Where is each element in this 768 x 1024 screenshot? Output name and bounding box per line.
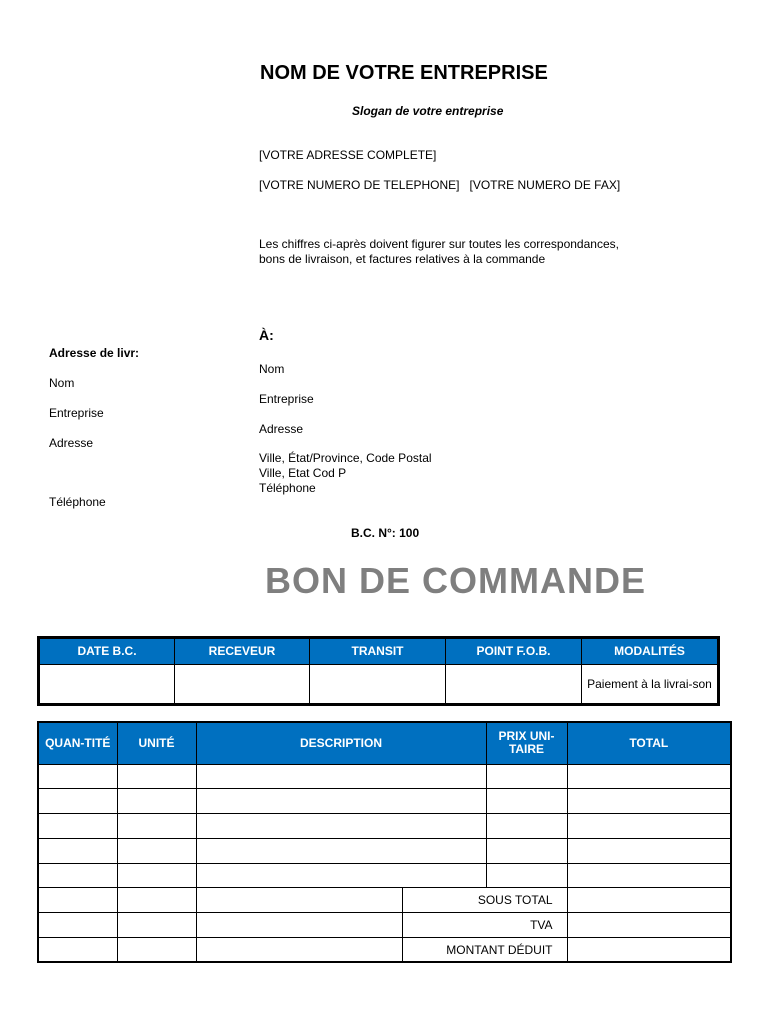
header-terms: MODALITÉS [582,638,719,665]
shipping-company: Entreprise [49,406,104,420]
company-phone: [VOTRE NUMERO DE TELEPHONE] [259,178,460,192]
table-cell [567,838,731,863]
order-terms-header-row [39,638,719,665]
table-cell [486,764,567,789]
table-cell [38,888,117,913]
reference-notice [259,237,619,267]
deducted-amount-row [38,938,731,963]
deducted-amount-label: MONTANT DÉDUIT [402,938,567,963]
value-transit [310,665,446,705]
recipient-city-line-1: Ville, État/Province, Code Postal [259,451,432,465]
table-row [38,863,731,888]
recipient-company: Entreprise [259,392,314,406]
table-cell [196,764,486,789]
recipient-label: À: [259,327,274,343]
company-slogan: Slogan de votre entreprise [352,104,504,118]
order-terms-value-row [39,665,719,705]
subtotal-value [567,888,731,913]
deducted-amount-value [567,938,731,963]
table-cell [38,789,117,814]
document-title: BON DE COMMANDE [265,560,646,601]
table-cell [196,863,486,888]
shipping-phone: Téléphone [49,495,106,509]
table-cell [38,764,117,789]
value-order-date [39,665,175,705]
table-cell [38,938,117,963]
table-cell [196,838,486,863]
table-cell [117,938,196,963]
header-description: DESCRIPTION [196,722,486,764]
table-row [38,789,731,814]
table-cell [567,863,731,888]
recipient-city-line-2: Ville, Etat Cod P [259,466,347,480]
table-cell [196,888,402,913]
subtotal-row [38,888,731,913]
header-fob-point: POINT F.O.B. [446,638,582,665]
table-row [38,814,731,839]
table-cell [38,863,117,888]
shipping-address: Adresse [49,436,94,450]
header-quantity: QUAN-TITÉ [38,722,117,764]
tax-label: TVA [402,913,567,938]
shipping-name: Nom [49,376,75,390]
table-cell [567,789,731,814]
company-name: NOM DE VOTRE ENTREPRISE [260,62,548,84]
company-fax: [VOTRE NUMERO DE FAX] [469,178,621,192]
table-cell [117,888,196,913]
table-cell [486,789,567,814]
table-cell [567,764,731,789]
table-row [38,838,731,863]
table-cell [38,913,117,938]
tax-value [567,913,731,938]
header-transit: TRANSIT [310,638,446,665]
table-cell [486,863,567,888]
tax-row [38,913,731,938]
reference-notice-line-1: Les chiffres ci-après doivent figurer sur toutes les correspondances, [259,237,619,251]
recipient-phone: Téléphone [259,481,316,495]
header-order-date: DATE B.C. [39,638,175,665]
table-cell [117,863,196,888]
table-cell [38,814,117,839]
header-receiver: RECEVEUR [175,638,310,665]
reference-notice-line-2: bons de livraison, et factures relatives à la commande [259,252,546,266]
subtotal-label: SOUS TOTAL [402,888,567,913]
table-cell [486,814,567,839]
table-row [38,764,731,789]
header-unit-price: PRIX UNI-TAIRE [486,722,567,764]
value-terms: Paiement à la livrai-son [582,665,719,705]
table-cell [38,838,117,863]
line-items-header-row [38,722,731,764]
table-cell [196,789,486,814]
recipient-name: Nom [259,362,285,376]
table-cell [196,913,402,938]
order-terms-table [37,636,720,706]
company-address: [VOTRE ADRESSE COMPLETE] [259,148,437,162]
header-unit: UNITÉ [117,722,196,764]
table-cell [117,913,196,938]
header-total: TOTAL [567,722,731,764]
table-cell [567,814,731,839]
recipient-address: Adresse [259,422,304,436]
table-cell [117,814,196,839]
table-cell [196,938,402,963]
table-cell [117,789,196,814]
shipping-label: Adresse de livr: [49,346,140,360]
table-cell [117,838,196,863]
table-cell [196,814,486,839]
value-fob-point [446,665,582,705]
po-number: B.C. N°: 100 [351,526,420,540]
value-receiver [175,665,310,705]
table-cell [117,764,196,789]
company-contact-line [259,178,620,193]
line-items-table [37,721,732,963]
table-cell [486,838,567,863]
